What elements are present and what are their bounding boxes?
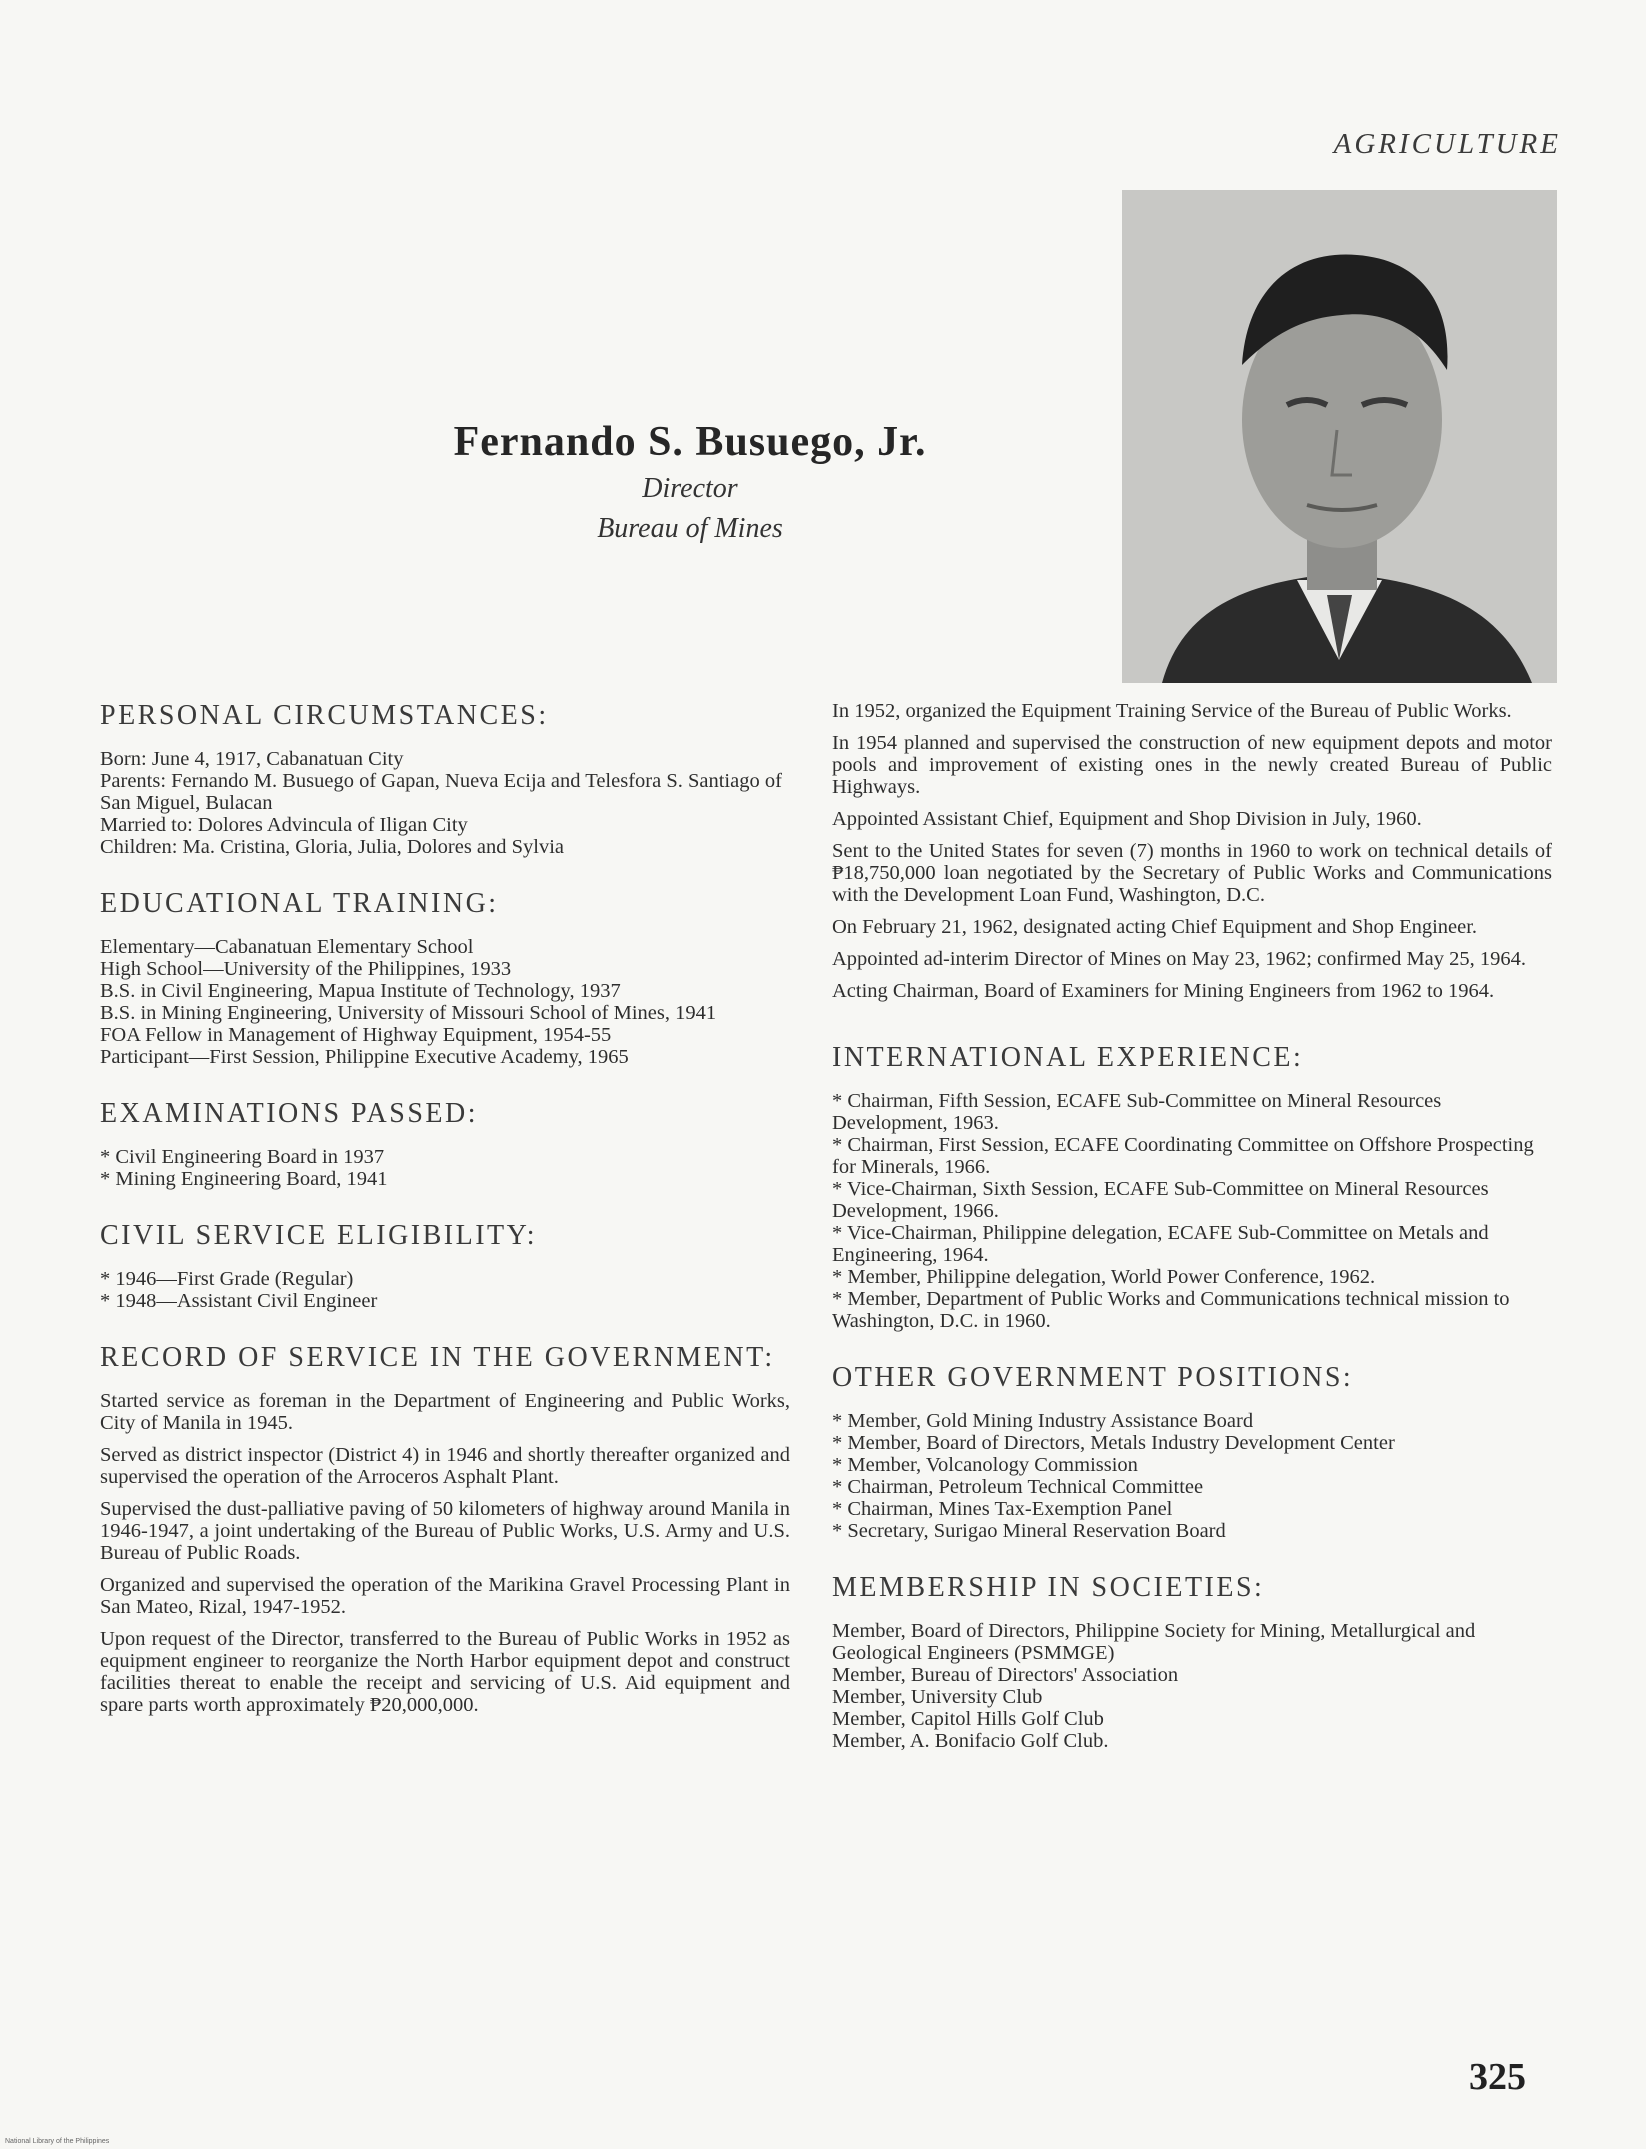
international-section <box>832 1090 1552 1332</box>
record-heading: RECORD OF SERVICE IN THE GOVERNMENT: <box>100 1342 775 1373</box>
examination-item: * Civil Engineering Board in 1937 <box>100 1146 790 1168</box>
education-line: High School—University of the Philippines, 1933 <box>100 958 512 980</box>
society-line: Member, Board of Directors, Philippine Society for Mining, Metallurgical and Geological Engineers (PSMMGE) <box>832 1620 1476 1664</box>
record-section-right <box>832 700 1552 1002</box>
person-name: Fernando S. Busuego, Jr. <box>453 419 927 465</box>
profile-header <box>380 418 1000 546</box>
portrait-image <box>1122 190 1557 683</box>
examination-item: * Mining Engineering Board, 1941 <box>100 1168 790 1190</box>
education-line: Elementary—Cabanatuan Elementary School <box>100 936 474 958</box>
other-position-item: * Member, Gold Mining Industry Assistance Board <box>832 1410 1552 1432</box>
society-line: Member, University Club <box>832 1686 1043 1708</box>
education-line: Participant—First Session, Philippine Executive Academy, 1965 <box>100 1046 629 1068</box>
education-section <box>100 936 790 1068</box>
civil-service-item: * 1946—First Grade (Regular) <box>100 1268 790 1290</box>
societies-section <box>832 1620 1552 1752</box>
record-paragraph: Started service as foreman in the Department of Engineering and Public Works, City of Manila in 1945. <box>100 1390 790 1434</box>
personal-line: Parents: Fernando M. Busuego of Gapan, Nueva Ecija and Telesfora S. Santiago of San Miguel, Bulacan <box>100 770 782 814</box>
record-paragraph: Appointed ad-interim Director of Mines on May 23, 1962; confirmed May 25, 1964. <box>832 948 1527 970</box>
education-line: FOA Fellow in Management of Highway Equipment, 1954-55 <box>100 1024 612 1046</box>
examinations-heading: EXAMINATIONS PASSED: <box>100 1098 479 1129</box>
record-paragraph: Sent to the United States for seven (7) months in 1960 to work on technical details of ₱18,750,000 loan negotiated by the Secretary of Public Works and Communications with the Development Loan Fund, Washington, D.C. <box>832 840 1552 906</box>
examinations-section <box>100 1146 790 1190</box>
record-paragraph: Appointed Assistant Chief, Equipment and Shop Division in July, 1960. <box>832 808 1422 830</box>
international-heading: INTERNATIONAL EXPERIENCE: <box>832 1042 1304 1073</box>
person-position: Director <box>642 473 738 504</box>
civil-service-heading: CIVIL SERVICE ELIGIBILITY: <box>100 1220 538 1251</box>
international-item: * Chairman, First Session, ECAFE Coordinating Committee on Offshore Prospecting for Minerals, 1966. <box>832 1134 1552 1178</box>
record-paragraph: On February 21, 1962, designated acting Chief Equipment and Shop Engineer. <box>832 916 1478 938</box>
record-paragraph: Upon request of the Director, transferred to the Bureau of Public Works in 1952 as equipment engineer to reorganize the North Harbor equipment depot and construct facilities thereat to enable the receipt and servicing of U.S. Aid equipment and spare parts worth approximately ₱20,000,000. <box>100 1628 790 1716</box>
portrait-photo <box>1122 190 1557 683</box>
other-position-item: * Chairman, Mines Tax-Exemption Panel <box>832 1498 1552 1520</box>
international-item: * Vice-Chairman, Philippine delegation, ECAFE Sub-Committee on Metals and Engineering, 1964. <box>832 1222 1552 1266</box>
section-tag: AGRICULTURE <box>1333 128 1561 160</box>
society-line: Member, A. Bonifacio Golf Club. <box>832 1730 1109 1752</box>
education-line: B.S. in Civil Engineering, Mapua Institute of Technology, 1937 <box>100 980 621 1002</box>
other-positions-heading: OTHER GOVERNMENT POSITIONS: <box>832 1362 1354 1393</box>
societies-heading: MEMBERSHIP IN SOCIETIES: <box>832 1572 1265 1603</box>
personal-section <box>100 748 790 858</box>
record-paragraph: Acting Chairman, Board of Examiners for Mining Engineers from 1962 to 1964. <box>832 980 1495 1002</box>
other-position-item: * Secretary, Surigao Mineral Reservation Board <box>832 1520 1552 1542</box>
education-heading: EDUCATIONAL TRAINING: <box>100 888 499 919</box>
international-item: * Vice-Chairman, Sixth Session, ECAFE Sub-Committee on Mineral Resources Development, 1966. <box>832 1178 1552 1222</box>
international-item: * Member, Philippine delegation, World Power Conference, 1962. <box>832 1266 1552 1288</box>
international-item: * Chairman, Fifth Session, ECAFE Sub-Committee on Mineral Resources Development, 1963. <box>832 1090 1552 1134</box>
personal-line: Born: June 4, 1917, Cabanatuan City <box>100 748 404 770</box>
record-paragraph: Supervised the dust-palliative paving of 50 kilometers of highway around Manila in 1946-1947, a joint undertaking of the Bureau of Public Works, U.S. Army and U.S. Bureau of Public Roads. <box>100 1498 790 1564</box>
other-position-item: * Member, Volcanology Commission <box>832 1454 1552 1476</box>
personal-heading: PERSONAL CIRCUMSTANCES: <box>100 700 549 731</box>
personal-line: Married to: Dolores Advincula of Iligan City <box>100 814 468 836</box>
education-line: B.S. in Mining Engineering, University of Missouri School of Mines, 1941 <box>100 1002 717 1024</box>
footer-credit: National Library of the Philippines <box>5 2138 110 2145</box>
other-position-item: * Member, Board of Directors, Metals Industry Development Center <box>832 1432 1552 1454</box>
society-line: Member, Bureau of Directors' Association <box>832 1664 1179 1686</box>
record-paragraph: Organized and supervised the operation of the Marikina Gravel Processing Plant in San Mateo, Rizal, 1947-1952. <box>100 1574 790 1618</box>
other-position-item: * Chairman, Petroleum Technical Committee <box>832 1476 1552 1498</box>
civil-service-item: * 1948—Assistant Civil Engineer <box>100 1290 790 1312</box>
left-column <box>100 700 790 1726</box>
personal-line: Children: Ma. Cristina, Gloria, Julia, Dolores and Sylvia <box>100 836 565 858</box>
record-section-left <box>100 1390 790 1716</box>
society-line: Member, Capitol Hills Golf Club <box>832 1708 1104 1730</box>
international-item: * Member, Department of Public Works and Communications technical mission to Washington, D.C. in 1960. <box>832 1288 1552 1332</box>
record-paragraph: Served as district inspector (District 4) in 1946 and shortly thereafter organized and supervised the operation of the Arroceros Asphalt Plant. <box>100 1444 790 1488</box>
person-office: Bureau of Mines <box>597 513 783 544</box>
record-paragraph: In 1952, organized the Equipment Training Service of the Bureau of Public Works. <box>832 700 1512 722</box>
civil-service-section <box>100 1268 790 1312</box>
other-positions-section <box>832 1410 1552 1542</box>
right-column <box>832 700 1552 1752</box>
page-number: 325 <box>1469 2056 1526 2098</box>
record-paragraph: In 1954 planned and supervised the construction of new equipment depots and motor pools and improvement of existing ones in the newly created Bureau of Public Highways. <box>832 732 1552 798</box>
